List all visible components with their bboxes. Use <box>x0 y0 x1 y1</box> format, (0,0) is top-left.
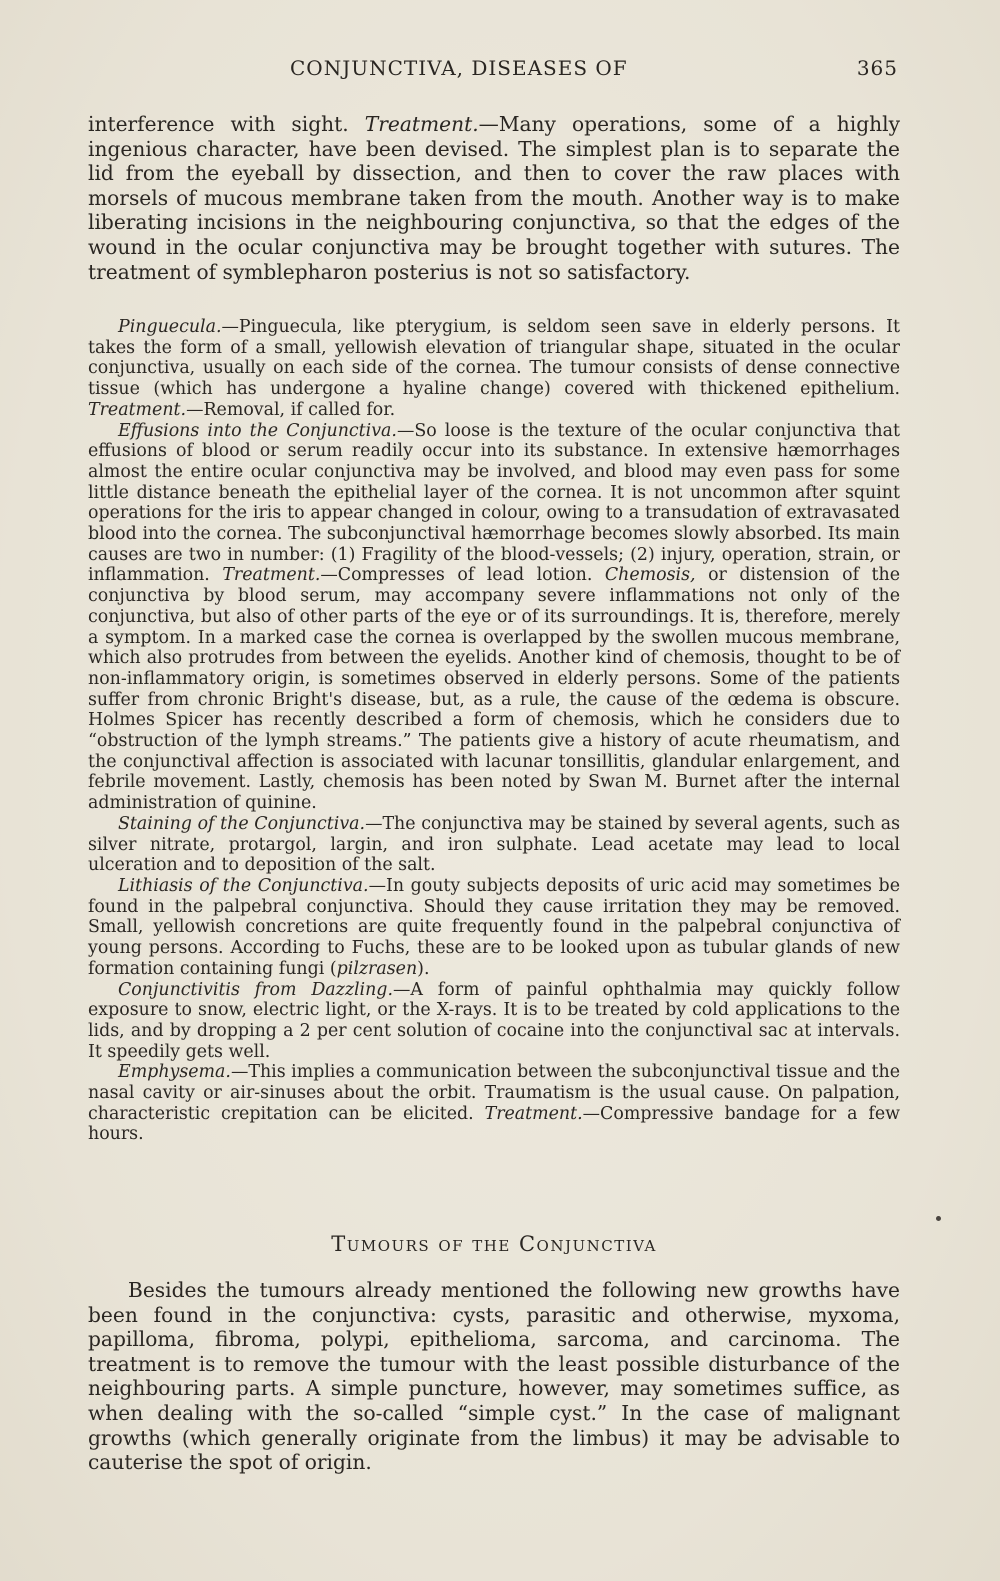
running-title: CONJUNCTIVA, DISEASES OF <box>290 56 628 80</box>
page-number: 365 <box>856 56 898 80</box>
section-pinguecula <box>88 317 900 421</box>
section-heading: Effusions into the Conjunctiva. <box>118 420 397 441</box>
tumours-paragraph <box>88 1278 900 1475</box>
tumours-heading-text: Tumours of the Conjunctiva <box>331 1232 657 1256</box>
section-body-end: ). <box>417 958 430 979</box>
section-heading: Conjunctivitis from Dazzling. <box>118 979 393 1000</box>
ink-speck <box>936 1216 941 1221</box>
treatment-label: Treatment. <box>222 565 321 586</box>
section-lithiasis <box>88 876 900 980</box>
treatment-label: Treatment. <box>484 1103 583 1124</box>
intro-paragraph <box>88 112 900 284</box>
section-heading: Pinguecula. <box>118 317 222 337</box>
italic-term: pilzrasen <box>336 958 418 979</box>
section-heading: Lithiasis of the Conjunctiva. <box>118 875 369 896</box>
section-body: —Pinguecula, like pterygium, is seldom seen save in elderly persons. It takes the form of a small, yellowish elevation of triangular shape, situated in the ocular conjunctiva, usually on each side of the cornea. The tumour consists of dense connective tissue (which has undergone a hyaline change) covered with thickened epithelium. <box>88 317 900 400</box>
intro-treatment-label: Treatment. <box>364 112 479 136</box>
intro-text-start: interference with sight. <box>88 112 365 136</box>
page-header <box>90 56 898 90</box>
section-staining <box>88 814 900 876</box>
intro-text-rest: —Many operations, some of a highly ingenious character, have been devised. The simplest plan is to separate the lid from the eyeball by dissection, and then to cover the raw places with morsels of mucous membrane taken from the mouth. Another way is to make liberating incisions in the neighbouring conjunctiva, so that the edges of the wound in the ocular conjunctiva may be brought together with sutures. The treatment of symblepharon posterius is not so satisfactory. <box>88 112 901 284</box>
section-emphysema <box>88 1062 900 1145</box>
treatment-label: Treatment. <box>88 399 187 420</box>
tumours-text: Besides the tumours already mentioned the following new growths have been found in the conjunctiva: cysts, parasitic and otherwise, myxoma, papilloma, fibroma, polypi, epithelioma, sarcoma, and carcinoma. The treatment is to remove the tumour with the least possible disturbance of the neighbouring parts. A simple puncture, however, may sometimes suffice, as when dealing with the so-called “simple cyst.” In the case of malignant growths (which generally originate from the limbus) it may be advisable to cauterise the spot of origin. <box>88 1278 900 1475</box>
chemosis-label: Chemosis, <box>604 565 696 586</box>
chemosis-text: or distension of the conjunctiva by blood serum, may accompany severe inflammations not only of the conjunctiva, but also of other parts of the eye or of its surroundings. It is, therefore, merely a symptom. In a marked case the cornea is overlapped by the swollen mucous membrane, which also protrudes from between the eyelids. Another kind of chemosis, thought to be of non-inflammatory origin, is sometimes observed in elderly persons. Some of the patients suffer from chronic Bright's disease, but, as a rule, the cause of the œdema is obscure. Holmes Spicer has recently described a form of chemosis, which he considers due to “obstruction of the lymph streams.” The patients give a history of acute rheumatism, and the conjunctival affection is associated with lacunar tonsillitis, glandular enlargement, and febrile movement. Lastly, chemosis has been noted by Swan M. Burnet after the internal administration of quinine. <box>88 565 900 814</box>
section-body: —A form of painful ophthalmia may quickly follow exposure to snow, electric light, or the X-rays. It is to be treated by cold applications to the lids, and by dropping a 2 per cent solution of cocaine into the conjunctival sac at intervals. It speedily gets well. <box>88 979 901 1062</box>
section-body: —In gouty subjects deposits of uric acid may sometimes be found in the palpebral conjunctiva. Should they cause irritation they may be removed. Small, yellowish concretions are quite frequently found in the palpebral conjunctiva of young persons. According to Fuchs, these are to be looked upon as tubular glands of new formation containing fungi ( <box>88 875 900 979</box>
treatment-text: —Compresses of lead lotion. <box>320 565 605 586</box>
section-dazzling <box>88 980 900 1063</box>
section-heading: Staining of the Conjunctiva. <box>118 813 366 834</box>
treatment-text: —Compressive bandage for a few hours. <box>88 1103 900 1145</box>
tumours-heading <box>88 1232 900 1256</box>
section-heading: Emphysema. <box>118 1062 231 1083</box>
minor-conditions <box>88 317 900 1145</box>
section-body: —This implies a communication between the subconjunctival tissue and the nasal cavity or air-sinuses about the orbit. Traumatism is the usual cause. On palpation, characteristic crepitation can be elicited. <box>88 1062 900 1124</box>
section-body: —The conjunctiva may be stained by several agents, such as silver nitrate, protargol, largin, and iron sulphate. Lead acetate may lead to local ulceration and to deposition of the salt. <box>88 813 900 876</box>
section-body: —So loose is the texture of the ocular conjunctiva that effusions of blood or serum readily occur into its substance. In extensive hæmorrhages almost the entire ocular conjunctiva may be involved, and blood may even pass for some little distance beneath the epithelial layer of the cornea. It is not uncommon after squint operations for the iris to appear changed in colour, owing to a transudation of extravasated blood into the cornea. The subconjunctival hæmorrhage becomes slowly absorbed. Its main causes are two in number: (1) Fragility of the blood-vessels; (2) injury, operation, strain, or inflammation. <box>88 420 900 586</box>
treatment-text: —Removal, if called for. <box>186 399 396 420</box>
section-effusions <box>88 421 900 814</box>
